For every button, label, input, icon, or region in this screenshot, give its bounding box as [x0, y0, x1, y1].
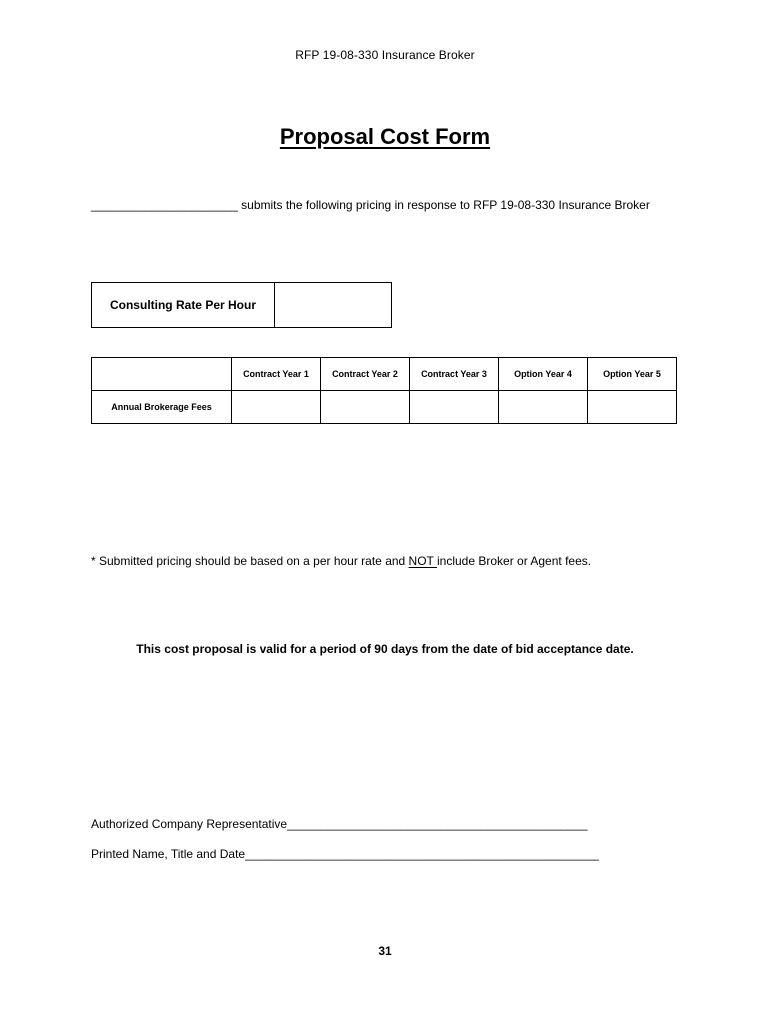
validity-statement: This cost proposal is valid for a period of 90 days from the date of bid acceptance date. [136, 642, 634, 656]
page-number: 31 [378, 944, 392, 958]
authorized-representative-line [91, 817, 587, 831]
fee-field-option-year-5[interactable] [588, 391, 677, 424]
authorized-representative-label: Authorized Company Representative [91, 817, 288, 831]
authorized-representative-blank[interactable]: _____________________________________________ [287, 817, 588, 831]
fee-header-contract-year-2: Contract Year 2 [321, 358, 410, 391]
fee-field-contract-year-3[interactable] [410, 391, 499, 424]
fee-header-option-year-5: Option Year 5 [588, 358, 677, 391]
fee-field-contract-year-2[interactable] [321, 391, 410, 424]
fee-header-empty [92, 358, 232, 391]
consulting-rate-field[interactable] [275, 283, 392, 328]
printed-name-blank[interactable]: _____________________________________________________ [245, 847, 599, 861]
fee-header-contract-year-3: Contract Year 3 [410, 358, 499, 391]
company-name-blank[interactable]: ______________________ [91, 198, 238, 212]
pricing-note-start: * Submitted pricing should be based on a per hour rate and [91, 554, 409, 568]
pricing-note-end: include Broker or Agent fees. [437, 554, 592, 568]
fee-field-option-year-4[interactable] [499, 391, 588, 424]
table-row [92, 391, 677, 424]
intro-line [91, 198, 731, 212]
annual-brokerage-fees-label: Annual Brokerage Fees [92, 391, 232, 424]
fee-header-option-year-4: Option Year 4 [499, 358, 588, 391]
intro-text: submits the following pricing in response to RFP 19-08-330 Insurance Broker [237, 198, 650, 212]
consulting-rate-label: Consulting Rate Per Hour [92, 283, 275, 328]
brokerage-fee-table [91, 357, 677, 424]
fee-table-header-row [92, 358, 677, 391]
page-title: Proposal Cost Form [279, 124, 491, 149]
printed-name-line [91, 847, 599, 861]
consulting-rate-table [91, 282, 392, 328]
page-header: RFP 19-08-330 Insurance Broker [295, 48, 475, 62]
fee-field-contract-year-1[interactable] [232, 391, 321, 424]
pricing-note-emphasis: NOT [408, 554, 437, 568]
pricing-note [91, 554, 591, 568]
printed-name-label: Printed Name, Title and Date [91, 847, 246, 861]
fee-header-contract-year-1: Contract Year 1 [232, 358, 321, 391]
